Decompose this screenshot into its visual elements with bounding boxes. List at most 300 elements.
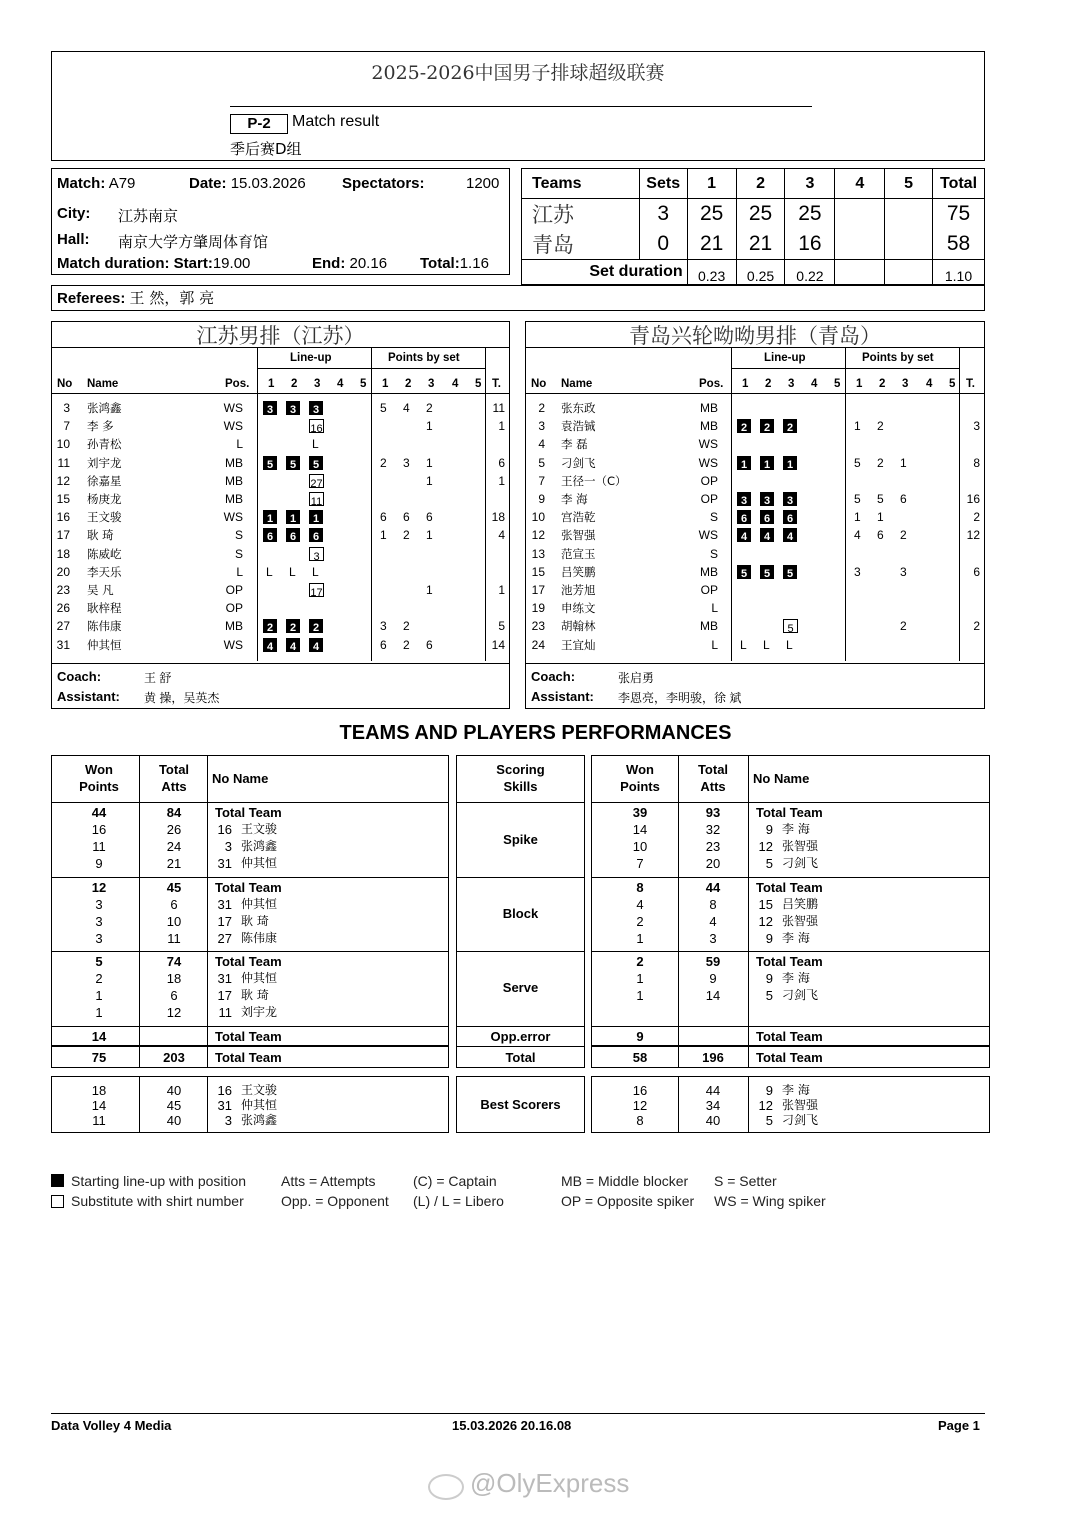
player-number: 15 — [56, 492, 70, 506]
player-row — [52, 435, 509, 453]
set-score — [885, 229, 933, 260]
skill-total: Total — [505, 1050, 536, 1065]
divider — [748, 1077, 749, 1132]
set-score: 21 — [687, 229, 736, 260]
divider — [592, 1045, 989, 1046]
starting-position-badge: 3 — [737, 492, 751, 506]
set-points: 1 — [900, 455, 907, 470]
col-pos: Pos. — [225, 378, 250, 390]
total-atts: 6 — [170, 988, 178, 1003]
performance-away — [591, 755, 990, 1068]
spectators-label: Spectators: — [342, 175, 425, 192]
starting-position-badge: 2 — [737, 419, 751, 433]
player-total-points: 2 — [973, 510, 980, 525]
starting-position-badge: 2 — [309, 619, 323, 633]
total-atts: 26 — [166, 822, 182, 837]
set-points: 4 — [854, 528, 861, 543]
player-total-points: 14 — [491, 637, 505, 652]
total-atts: 203 — [163, 1050, 185, 1065]
starting-position-badge: 6 — [263, 528, 277, 542]
col-no-name: No Name — [753, 771, 810, 786]
player-number: 10 — [531, 510, 545, 525]
player-position: L — [236, 564, 243, 579]
won-points: 1 — [95, 988, 103, 1003]
document-code: P-2 — [230, 114, 288, 134]
starting-position-badge: 5 — [783, 565, 797, 579]
legend-ws: WS = Wing spiker — [714, 1193, 826, 1209]
player-row — [526, 581, 984, 599]
legend-captain: (C) = Captain — [413, 1173, 497, 1189]
opp-error-won: 14 — [91, 1029, 107, 1044]
substitute-badge: 3 — [309, 547, 324, 561]
set-points: 6 — [426, 510, 433, 525]
starting-position-badge: 3 — [263, 401, 277, 415]
player-row — [52, 636, 509, 654]
won-points: 3 — [95, 897, 103, 912]
col-points-set: 3 — [428, 378, 435, 390]
player-name: 李 海 — [782, 822, 810, 836]
lineup-header: Line-up — [764, 352, 806, 364]
player-position: WS — [223, 419, 243, 434]
match-date: 15.03.2026 — [230, 175, 306, 192]
player-name: 张鸿鑫 — [87, 401, 122, 415]
col-points-set: 4 — [926, 378, 933, 390]
footer-page: Page 1 — [938, 1418, 980, 1433]
team-title: 青岛兴轮呦呦男排（青岛） — [629, 324, 881, 348]
set-points: 5 — [854, 455, 861, 470]
player-total-points: 11 — [492, 401, 505, 415]
player-number: 11 — [57, 455, 70, 470]
total-atts: 44 — [705, 880, 721, 895]
player-number: 31 — [217, 856, 232, 871]
player-name: 张智强 — [782, 914, 819, 928]
player-name: 申练文 — [561, 601, 596, 616]
won-points: 2 — [636, 954, 644, 969]
assistant-label: Assistant: — [531, 689, 594, 704]
sets-won: 3 — [639, 199, 687, 230]
total-points: 75 — [933, 199, 985, 230]
player-number: 12 — [531, 528, 545, 543]
points-by-set-header: Points by set — [388, 352, 460, 364]
total-team-label: Total Team — [215, 1029, 282, 1044]
starting-position-badge: 5 — [263, 456, 277, 470]
total-atts: 10 — [166, 914, 182, 929]
set-points: 3 — [403, 455, 410, 470]
col-points-set: 4 — [452, 378, 459, 390]
starting-position-badge: 4 — [783, 528, 797, 542]
col-lineup-set: 2 — [291, 378, 298, 390]
col-pos: Pos. — [699, 378, 724, 390]
divider — [457, 802, 584, 803]
performance-title: TEAMS AND PLAYERS PERFORMANCES — [339, 722, 732, 744]
player-total-points: 1 — [498, 583, 505, 597]
starting-position-badge: 6 — [737, 510, 751, 524]
set-points: 2 — [900, 528, 907, 543]
won-points: 14 — [632, 822, 648, 837]
assistant-names: 李恩亮，李明骏，徐 斌 — [618, 691, 742, 705]
col-points-set: 1 — [856, 378, 863, 390]
total-team-label: Total Team — [215, 1050, 282, 1065]
divider — [52, 1046, 448, 1047]
player-position: S — [709, 546, 718, 561]
match-number: A79 — [108, 175, 136, 192]
divider — [457, 877, 584, 878]
set-points: 2 — [403, 528, 410, 543]
starting-position-badge: 4 — [760, 528, 774, 542]
total-atts: 196 — [702, 1050, 724, 1065]
player-number: 17 — [217, 988, 232, 1003]
won-points: 3 — [95, 931, 103, 946]
set-points: 6 — [380, 637, 387, 652]
player-name: 张鸿鑫 — [241, 1113, 278, 1127]
end-time: 20.16 — [349, 255, 388, 272]
player-position: MB — [700, 619, 718, 634]
competition-title: 2025-2026中国男子排球超级联赛 — [371, 62, 665, 84]
player-name: 李天乐 — [87, 564, 122, 579]
player-number: 24 — [531, 637, 545, 652]
best-total-atts: 45 — [166, 1098, 182, 1113]
total-atts: 24 — [166, 839, 182, 854]
col-total-atts: Total Atts — [158, 762, 190, 794]
set-points: 6 — [403, 510, 410, 525]
player-name: 陈威屹 — [87, 546, 122, 561]
player-number: 27 — [217, 931, 232, 946]
substitute-swatch — [51, 1195, 64, 1208]
divider — [592, 802, 989, 803]
starting-position-badge: 3 — [783, 492, 797, 506]
col-total: T. — [492, 378, 501, 390]
won-points: 1 — [636, 971, 644, 986]
total-atts: 74 — [166, 954, 182, 969]
referees-names: 王 然，郭 亮 — [129, 289, 215, 307]
player-number: 11 — [218, 1005, 232, 1020]
won-points: 11 — [92, 839, 106, 854]
player-total-points: 1 — [498, 473, 505, 488]
starting-position-badge: 3 — [760, 492, 774, 506]
total-team-label: Total Team — [756, 880, 823, 895]
player-position: S — [234, 546, 243, 561]
divider — [52, 393, 509, 394]
set-score: 25 — [687, 199, 736, 230]
sets-won: 0 — [639, 229, 687, 260]
set-points: 6 — [877, 528, 884, 543]
player-row — [52, 490, 509, 508]
col-won-points: Won Points — [620, 762, 660, 794]
legend-opp: Opp. = Opponent — [281, 1193, 389, 1209]
col-no-name: No Name — [212, 771, 269, 786]
best-scorers-away — [591, 1076, 990, 1133]
set-points: 1 — [426, 419, 433, 434]
col-scoring-skills: Scoring Skills — [496, 762, 545, 794]
won-points: 8 — [636, 880, 644, 895]
player-number: 15 — [531, 564, 545, 579]
libero-marker: L — [289, 564, 296, 579]
player-name: 张智强 — [782, 839, 819, 853]
set-points: 2 — [380, 455, 387, 470]
player-number: 26 — [56, 601, 70, 616]
player-number: 3 — [224, 839, 232, 854]
player-position: MB — [225, 492, 243, 506]
substitute-badge: 17 — [309, 583, 324, 597]
total-atts: 20 — [705, 856, 721, 871]
legend-atts: Atts = Attempts — [281, 1173, 376, 1189]
player-name: 刘宇龙 — [241, 1005, 278, 1019]
set-points: 1 — [426, 583, 433, 597]
player-total-points: 6 — [973, 564, 980, 579]
col-set-3: 3 — [785, 169, 835, 199]
player-name: 袁浩铖 — [561, 419, 596, 434]
starting-position-badge: 1 — [737, 456, 751, 470]
total-atts: 4 — [709, 914, 717, 929]
col-lineup-set: 4 — [811, 378, 818, 390]
date-label: Date: — [189, 175, 227, 192]
col-lineup-set: 3 — [314, 378, 321, 390]
col-points-set: 2 — [405, 378, 412, 390]
best-total-atts: 44 — [705, 1083, 721, 1098]
starting-position-badge: 4 — [309, 638, 323, 652]
won-points: 1 — [636, 988, 644, 1003]
total-atts: 14 — [705, 988, 721, 1003]
set-score: 25 — [736, 199, 785, 230]
assistant-names: 黄 操，吴英杰 — [144, 691, 220, 705]
col-lineup-set: 1 — [268, 378, 275, 390]
coach-name: 王 舒 — [144, 671, 172, 685]
player-total-points: 6 — [498, 455, 505, 470]
col-sets: Sets — [639, 169, 687, 199]
skill-serve: Serve — [502, 980, 539, 995]
phase-label: 季后赛D组 — [230, 140, 302, 158]
starting-position-badge: 3 — [286, 401, 300, 415]
player-total-points: 5 — [498, 619, 505, 634]
player-position: WS — [223, 510, 243, 525]
divider — [52, 1045, 448, 1046]
set-points: 2 — [403, 637, 410, 652]
match-label: Match: — [57, 175, 106, 192]
player-number: 20 — [56, 564, 70, 579]
player-number: 3 — [63, 401, 70, 415]
player-name: 仲其恒 — [241, 1098, 278, 1112]
player-row — [52, 454, 509, 472]
set-points: 1 — [426, 473, 433, 488]
won-points: 7 — [636, 856, 644, 871]
won-points: 2 — [636, 914, 644, 929]
set-points: 1 — [854, 510, 861, 525]
player-number: 19 — [531, 601, 545, 616]
player-position: MB — [225, 619, 243, 634]
col-set-5: 5 — [885, 169, 933, 199]
team-title: 江苏男排（江苏） — [196, 324, 365, 348]
legend-substitute: Substitute with shirt number — [71, 1193, 244, 1209]
performance-home — [51, 755, 449, 1068]
player-name: 张智强 — [561, 528, 596, 543]
player-number: 31 — [217, 1098, 232, 1113]
total-team-label: Total Team — [756, 954, 823, 969]
col-name: Name — [87, 378, 119, 390]
set-points: 2 — [426, 401, 433, 415]
set-points: 2 — [403, 619, 410, 634]
won-points: 16 — [91, 822, 107, 837]
set-points: 5 — [854, 492, 861, 506]
divider — [257, 368, 485, 369]
player-name: 张鸿鑫 — [241, 839, 278, 853]
set-points: 5 — [877, 492, 884, 506]
player-position: L — [236, 437, 243, 452]
player-position: WS — [223, 401, 243, 415]
col-lineup-set: 5 — [834, 378, 841, 390]
player-total-points: 2 — [973, 619, 980, 634]
legend-op: OP = Opposite spiker — [561, 1193, 695, 1209]
col-points-set: 5 — [949, 378, 956, 390]
player-row — [526, 454, 984, 472]
total-atts: 6 — [170, 897, 178, 912]
player-row — [526, 526, 984, 544]
player-name: 王文骏 — [241, 822, 278, 836]
skill-opp-error: Opp.error — [490, 1029, 551, 1044]
player-name: 李 海 — [782, 931, 810, 945]
set-points: 5 — [380, 401, 387, 415]
player-position: S — [234, 528, 243, 543]
total-atts: 18 — [166, 971, 182, 986]
col-lineup-set: 2 — [765, 378, 772, 390]
total-team-label: Total Team — [756, 1050, 823, 1065]
player-number: 12 — [758, 1098, 773, 1113]
starting-position-badge: 4 — [737, 528, 751, 542]
col-lineup-set: 5 — [360, 378, 367, 390]
divider — [592, 877, 989, 878]
player-number: 7 — [63, 419, 70, 434]
player-name: 李 海 — [782, 971, 810, 985]
legend-libero: (L) / L = Libero — [413, 1193, 504, 1209]
start-label: Start: — [173, 255, 213, 272]
set-score — [835, 229, 885, 260]
divider — [526, 393, 984, 394]
player-row — [526, 617, 984, 635]
player-position: MB — [225, 455, 243, 470]
total-atts: 11 — [167, 931, 181, 946]
player-number: 16 — [217, 1083, 232, 1098]
footer-divider — [51, 1413, 985, 1414]
libero-marker: L — [740, 637, 747, 652]
total-atts: 3 — [709, 931, 717, 946]
starting-position-badge: 4 — [263, 638, 277, 652]
score-row-away — [522, 229, 985, 260]
won-points: 3 — [95, 914, 103, 929]
starting-lineup-swatch — [51, 1174, 64, 1187]
player-position: MB — [700, 564, 718, 579]
starting-position-badge: 3 — [309, 401, 323, 415]
player-row — [526, 435, 984, 453]
footer-software: Data Volley 4 Media — [51, 1418, 172, 1433]
divider — [52, 1026, 448, 1027]
set-duration: 0.23 — [687, 260, 736, 285]
player-name: 王径一（C） — [561, 473, 627, 488]
starting-position-badge: 5 — [760, 565, 774, 579]
best-won-points: 16 — [632, 1083, 648, 1098]
hall-value: 南京大学方肇周体育馆 — [118, 233, 269, 251]
player-name: 刘宇龙 — [87, 455, 122, 470]
player-number: 4 — [538, 437, 545, 452]
coach-label: Coach: — [531, 669, 576, 684]
substitute-badge: 16 — [309, 419, 324, 433]
skill-spike: Spike — [503, 831, 538, 847]
set-points: 3 — [900, 564, 907, 579]
player-row — [526, 599, 984, 617]
lineup-header: Line-up — [290, 352, 332, 364]
set-score — [885, 199, 933, 230]
match-info — [51, 168, 510, 275]
player-number: 9 — [538, 492, 545, 506]
divider — [526, 347, 984, 348]
referees-box — [51, 285, 985, 311]
set-score — [835, 199, 885, 230]
best-scorers-label-box — [456, 1076, 585, 1133]
best-won-points: 12 — [632, 1098, 648, 1113]
set-points: 1 — [380, 528, 387, 543]
total-atts: 93 — [705, 805, 721, 820]
player-position: WS — [698, 437, 718, 452]
divider — [592, 951, 989, 952]
col-set-2: 2 — [736, 169, 785, 199]
weibo-icon — [428, 1474, 464, 1500]
set-points: 1 — [426, 455, 433, 470]
set-points: 6 — [426, 637, 433, 652]
points-by-set-header: Points by set — [862, 352, 934, 364]
won-points: 5 — [95, 954, 103, 969]
col-lineup-set: 1 — [742, 378, 749, 390]
player-position: OP — [225, 583, 243, 597]
total-team-label: Total Team — [756, 1029, 823, 1044]
substitute-badge: 11 — [309, 492, 324, 506]
col-set-1: 1 — [687, 169, 736, 199]
player-name: 范宣玉 — [561, 546, 596, 561]
best-scorers-home — [51, 1076, 449, 1133]
total-atts: 32 — [705, 822, 721, 837]
player-row — [52, 472, 509, 490]
duration-label: Match duration: — [57, 255, 170, 272]
score-table — [521, 168, 985, 285]
set-points: 6 — [380, 510, 387, 525]
player-number: 7 — [538, 473, 545, 488]
player-number: 12 — [758, 914, 773, 929]
total-team-label: Total Team — [215, 805, 282, 820]
player-number: 31 — [217, 971, 232, 986]
player-name: 仲其恒 — [241, 897, 278, 911]
player-name: 胡翰林 — [561, 619, 596, 634]
player-number: 9 — [765, 1083, 773, 1098]
starting-position-badge: 5 — [309, 456, 323, 470]
document-name: Match result — [292, 113, 380, 130]
total-duration: 1.10 — [933, 260, 985, 285]
player-number: 2 — [538, 401, 545, 415]
player-position: S — [709, 510, 718, 525]
best-won-points: 18 — [91, 1083, 107, 1098]
won-points: 1 — [636, 931, 644, 946]
end-label: End: — [312, 255, 346, 272]
total-label: Total: — [420, 255, 460, 272]
set-duration-label: Set duration — [522, 260, 688, 285]
won-points: 12 — [91, 880, 107, 895]
col-no: No — [531, 378, 547, 390]
total-won: 58 — [632, 1050, 648, 1065]
starting-position-badge: 1 — [783, 456, 797, 470]
player-name: 池芳旭 — [561, 583, 596, 597]
divider — [731, 368, 959, 369]
total-atts: 9 — [709, 971, 717, 986]
player-name: 杨庚龙 — [87, 492, 122, 506]
player-position: MB — [700, 419, 718, 434]
player-row — [526, 399, 984, 417]
total-points: 58 — [933, 229, 985, 260]
